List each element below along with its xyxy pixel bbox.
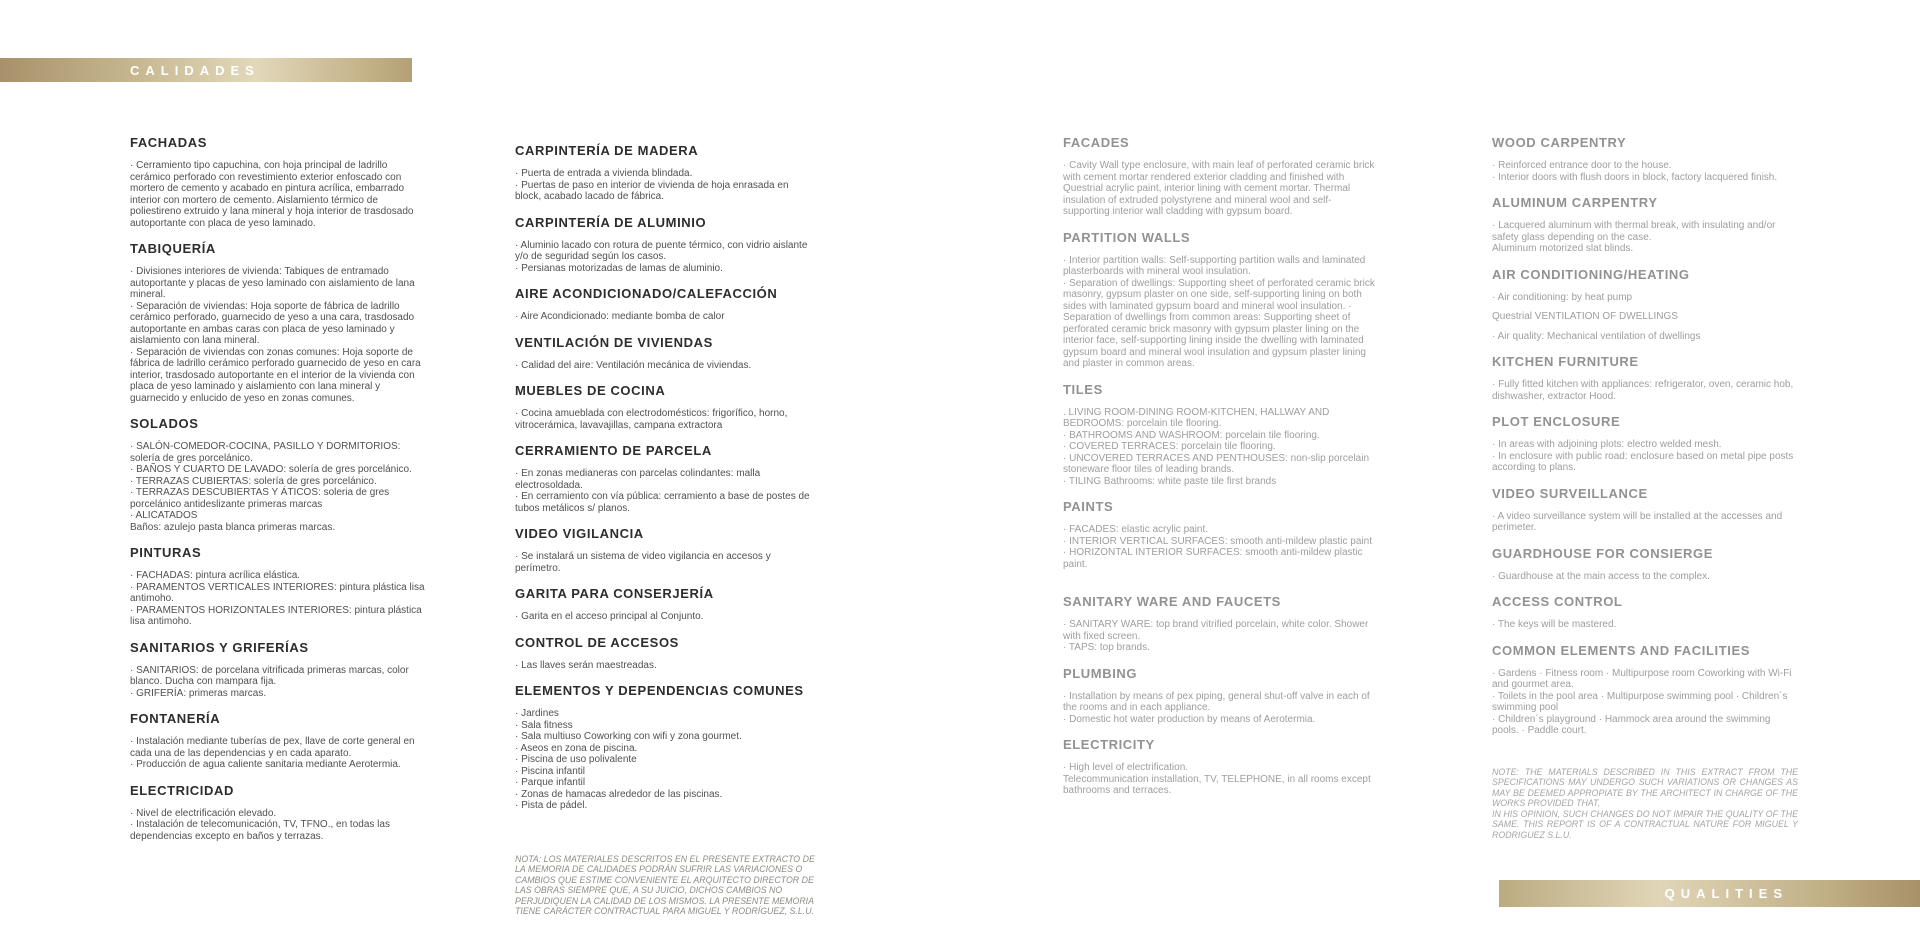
qualities-banner-label: QUALITIES	[1664, 886, 1788, 901]
section-heading: PAINTS	[1063, 499, 1114, 514]
spec-item: · Zonas de hamacas alrededor de las piscinas.	[515, 788, 723, 800]
spec-section	[515, 143, 815, 203]
section-heading: TILES	[1063, 381, 1103, 397]
spec-item: · Toilets in the pool area · Multipurpose swimming pool · Children´s swimming pool	[1492, 690, 1788, 713]
spec-section	[1063, 230, 1375, 370]
spec-section	[515, 383, 815, 431]
spec-item: · High level of electrification.	[1063, 762, 1189, 773]
spec-item: · Cerramiento tipo capuchina, con hoja principal de ladrillo cerámico perforado con revestimiento exterior enfoscado con mortero de cemento y acabado en pintura acrílica, embarrado interior con mortero de cemento. Aislamiento térmico de poliestireno extruido y lana mineral y hoja interior de trasdosado autoportante con placa de yeso laminado.	[130, 160, 414, 229]
spec-section	[515, 586, 815, 623]
spec-item: · Instalación mediante tuberías de pex, llave de corte general en cada una de las dependencias y en cada aparato.	[130, 736, 415, 759]
spec-item: · Separación de viviendas con zonas comunes: Hoja soporte de fábrica de ladrillo cerámico perforado guarnecido de yeso en cara interior, trasdosado autoportante en el interior de la vivienda con placa de yeso laminado y aislamiento con lana mineral y guarnecido y enlucido de yeso en zonas comunes.	[130, 346, 421, 404]
spec-section	[130, 640, 428, 700]
spec-item: · En cerramiento con vía pública: cerramiento a base de postes de tubos metálicos s/ planos.	[515, 491, 810, 514]
spec-item: · Las llaves serán maestreadas.	[515, 659, 657, 671]
spec-item: · PARAMENTOS VERTICALES INTERIORES: pintura plástica lisa antimoho.	[130, 581, 425, 604]
spec-item: · COVERED TERRACES: porcelain tile flooring.	[1063, 441, 1276, 452]
spec-section	[130, 711, 428, 771]
spec-item: · Air conditioning: by heat pump	[1492, 291, 1633, 303]
spec-section	[515, 526, 815, 574]
spec-item: · INTERIOR VERTICAL SURFACES: smooth anti-mildew plastic paint	[1063, 535, 1372, 547]
spec-item: · Aseos en zona de piscina.	[515, 742, 638, 754]
section-heading: FONTANERÍA	[130, 711, 221, 726]
spec-item: · Cocina amueblada con electrodomésticos: frigorífico, horno, vitrocerámica, lavavajillas, campana extractora	[515, 408, 788, 431]
spec-item: · Air quality: Mechanical ventilation of dwellings	[1492, 330, 1701, 342]
spec-item: · Lacquered aluminum with thermal break, with insulating and/or safety glass depending on the case.	[1492, 220, 1776, 243]
legal-note	[515, 854, 815, 918]
column-english-1	[1063, 135, 1375, 797]
spec-item: · UNCOVERED TERRACES AND PENTHOUSES: non-slip porcelain stoneware floor tiles of leading brands.	[1063, 452, 1370, 475]
spec-item: · In areas with adjoining plots: electro welded mesh.	[1492, 439, 1722, 450]
spec-section	[1492, 135, 1798, 183]
spec-item: · Installation by means of pex piping, general shut-off valve in each of the rooms and in each appliance.	[1063, 690, 1370, 713]
section-heading: GUARDHOUSE FOR CONSIERGE	[1492, 545, 1713, 561]
spec-item: Baños: azulejo pasta blanca primeras marcas.	[130, 521, 336, 533]
spec-item: · ALICATADOS	[130, 510, 198, 521]
spec-section	[515, 635, 815, 672]
legal-note	[1492, 767, 1798, 841]
spec-item: · Persianas motorizadas de lamas de aluminio.	[515, 262, 723, 274]
spec-section	[130, 545, 428, 628]
section-heading: VIDEO SURVEILLANCE	[1492, 485, 1648, 501]
spec-item: · Aluminio lacado con rotura de puente térmico, con vidrio aislante y/o de seguridad según los casos.	[515, 239, 808, 262]
spec-item: · Domestic hot water production by means of Aerotermia.	[1063, 713, 1316, 725]
spec-section	[515, 286, 815, 323]
calidades-banner	[0, 58, 412, 82]
section-heading: ALUMINUM CARPENTRY	[1492, 195, 1658, 210]
spec-section	[130, 241, 428, 404]
calidades-banner-label: CALIDADES	[130, 62, 260, 78]
section-heading: ELECTRICIDAD	[130, 782, 234, 798]
spec-item: · Sala multiuso Coworking con wifi y zona gourmet.	[515, 731, 742, 742]
section-heading: SANITARY WARE AND FAUCETS	[1063, 594, 1281, 609]
section-heading: CARPINTERÍA DE ALUMINIO	[515, 214, 707, 230]
spec-item: · TERRAZAS DESCUBIERTAS Y ÁTICOS: soleria de gres porcelánico antideslizante primeras marcas	[130, 487, 390, 510]
spec-section	[515, 683, 815, 812]
spec-item: · Producción de agua caliente sanitaria mediante Aerotermia.	[130, 759, 401, 770]
spec-section	[515, 443, 815, 514]
section-heading: PARTITION WALLS	[1063, 229, 1191, 245]
spec-item: · SANITARY WARE: top brand vitrified porcelain, white color. Shower with fixed screen.	[1063, 619, 1369, 642]
spec-item: · Puertas de paso en interior de vivienda de hoja enrasada en block, acabado lacado de fábrica.	[515, 179, 789, 202]
spec-section	[130, 416, 428, 533]
spec-item: · TILING Bathrooms: white paste tile first brands	[1063, 475, 1277, 487]
section-heading: SOLADOS	[130, 416, 199, 431]
spec-section	[1492, 267, 1798, 343]
spec-item: · HORIZONTAL INTERIOR SURFACES: smooth anti-mildew plastic paint.	[1063, 547, 1363, 570]
spec-item: · FACADES: elastic acrylic paint.	[1063, 524, 1209, 535]
section-heading: AIRE ACONDICIONADO/CALEFACCIÓN	[515, 286, 778, 301]
column-spanish-1	[130, 135, 428, 842]
spec-section	[1063, 499, 1375, 570]
spec-item: · TERRAZAS CUBIERTAS: solería de gres porcelánico.	[130, 475, 377, 487]
section-heading: TABIQUERÍA	[130, 241, 216, 256]
spec-item: . LIVING ROOM-DINING ROOM-KITCHEN, HALLWAY AND BEDROOMS: porcelain tile flooring.	[1063, 406, 1330, 429]
spec-section	[1492, 546, 1798, 583]
spec-section	[515, 215, 815, 275]
spec-section	[1063, 666, 1375, 726]
spec-item: · Interior partition walls: Self-supporting partition walls and laminated plasterboards with mineral wool insulation.	[1063, 254, 1366, 277]
section-heading: FACADES	[1063, 135, 1130, 150]
spec-item: · Divisiones interiores de vivienda: Tabiques de entramado autoportante y placas de yeso laminado con aislamiento de lana mineral.	[130, 266, 415, 300]
spec-item: · GRIFERÍA: primeras marcas.	[130, 687, 267, 699]
spec-section	[1492, 195, 1798, 255]
spec-item: · Sala fitness	[515, 719, 573, 731]
spec-item: · The keys will be mastered.	[1492, 619, 1617, 630]
spec-section	[1063, 594, 1375, 654]
legal-note-text: NOTA: LOS MATERIALES DESCRITOS EN EL PRESENTE EXTRACTO DE LA MEMORIA DE CALIDADES PODRÁN SUFRIR LAS VARIACIONES O CAMBIOS QUE ESTIME CONVENIENTE EL ARQUITECTO DIRECTOR DE LAS OBRAS SIEMPRE QUE, A SU JUICIO, DICHOS CAMBIOS NO PERJUDIQUEN LA CALIDAD DE LOS MISMOS. LA PRESENTE MEMORIA TIENE CARÁCTER CONTRACTUAL PARA MIGUEL Y RODRÍGUEZ, S.L.U.	[515, 853, 815, 917]
spec-item: · Pista de pádel.	[515, 800, 588, 811]
spec-item: · Separation of dwellings: Supporting sheet of perforated ceramic brick masonry, gypsum plaster on one side, self-supporting lining on both sides with laminated gypsum board and mineral wool insulation. · Separation of dwellings from common areas: Supporting sheet of perforated ceramic brick masonry with gypsum plaster lining on the interior face, self-supporting lining inside the dwelling with laminated gypsum board and mineral wool insulation and gypsum plaster lining and plaster in common areas.	[1063, 277, 1375, 369]
spec-section	[1063, 382, 1375, 488]
section-heading: PINTURAS	[130, 545, 202, 560]
section-heading: KITCHEN FURNITURE	[1492, 354, 1639, 369]
qualities-banner	[1499, 880, 1920, 907]
spec-item: · Parque infantil	[515, 777, 586, 788]
spec-item: · Jardines	[515, 708, 559, 719]
spec-section	[1492, 486, 1798, 534]
section-heading: CERRAMIENTO DE PARCELA	[515, 443, 712, 458]
spec-item: · En zonas medianeras con parcelas colindantes: malla electrosoldada.	[515, 468, 761, 491]
spec-item: · PARAMENTOS HORIZONTALES INTERIORES: pintura plástica lisa antimoho.	[130, 604, 422, 627]
section-heading: ACCESS CONTROL	[1492, 594, 1623, 609]
spec-item: · Separación de viviendas: Hoja soporte de fábrica de ladrillo cerámico perforado, guarnecido de yeso a una cara, trasdosado autoportante en ambas caras con placa de yeso laminado y aislamiento con lana mineral.	[130, 300, 415, 346]
section-heading: ELEMENTOS Y DEPENDENCIAS COMUNES	[515, 683, 804, 698]
column-spanish-2	[515, 143, 815, 917]
section-heading: CARPINTERÍA DE MADERA	[515, 143, 699, 158]
section-heading: MUEBLES DE COCINA	[515, 383, 666, 398]
spec-item: · Piscina infantil	[515, 765, 586, 777]
spec-item: · Aire Acondicionado: mediante bomba de calor	[515, 311, 725, 322]
spec-section	[1492, 414, 1798, 474]
spec-item: · Fully fitted kitchen with appliances: refrigerator, oven, ceramic hob, dishwasher, extractor Hood.	[1492, 379, 1794, 402]
section-heading: VENTILACIÓN DE VIVIENDAS	[515, 334, 713, 350]
spec-item: · BATHROOMS AND WASHROOM: porcelain tile flooring.	[1063, 429, 1320, 441]
legal-note-text: IN HIS OPINION, SUCH CHANGES DO NOT IMPAIR THE QUALITY OF THE SAME. THIS REPORT IS OF A CONTRACTUAL NATURE FOR MIGUEL Y RODRIGUEZ S.L.U.	[1492, 808, 1798, 841]
section-heading: PLOT ENCLOSURE	[1492, 414, 1621, 429]
spec-item: · SALÓN-COMEDOR-COCINA, PASILLO Y DORMITORIOS: solería de gres porcelánico.	[130, 441, 401, 464]
spec-section	[130, 783, 428, 843]
spec-item: · A video surveillance system will be installed at the accesses and perimeter.	[1492, 510, 1783, 533]
spec-section	[130, 135, 428, 229]
spec-section	[515, 335, 815, 372]
section-heading: SANITARIOS Y GRIFERÍAS	[130, 639, 309, 655]
section-heading: GARITA PARA CONSERJERÍA	[515, 586, 714, 601]
spec-item: · Reinforced entrance door to the house.	[1492, 160, 1672, 171]
spec-item: · FACHADAS: pintura acrílica elástica.	[130, 570, 301, 581]
spec-item: Aluminum motorized slat blinds.	[1492, 243, 1634, 254]
spec-item: · Se instalará un sistema de video vigilancia en accesos y perímetro.	[515, 551, 771, 574]
spec-section	[1492, 594, 1798, 631]
spec-item: · Guardhouse at the main access to the complex.	[1492, 570, 1710, 582]
section-heading: COMMON ELEMENTS AND FACILITIES	[1492, 642, 1751, 658]
spec-item: · Calidad del aire: Ventilación mecánica de viviendas.	[515, 359, 752, 371]
spec-item: · Cavity Wall type enclosure, with main leaf of perforated ceramic brick with cement mortar rendered exterior cladding and finished with Questrial acrylic paint, interior lining with cement mortar. Thermal insulation of extruded polystyrene and mineral wool and self-supporting interior wall cladding with gypsum board.	[1063, 160, 1375, 217]
column-english-2	[1492, 135, 1798, 841]
spec-item: Telecommunication installation, TV, TELEPHONE, in all rooms except bathrooms and terraces.	[1063, 773, 1371, 796]
spec-section	[1492, 354, 1798, 402]
legal-note-text: NOTE: THE MATERIALS DESCRIBED IN THIS EXTRACT FROM THE SPECIFICATIONS MAY UNDERGO SUCH VARIATIONS OR CHANGES AS MAY BE DEEMED APPROPIATE BY THE ARCHITECT IN CHARGE OF THE WORKS PROVIDED THAT,	[1492, 766, 1798, 809]
spec-item: · Children´s playground · Hammock area around the swimming pools. · Paddle court.	[1492, 713, 1771, 736]
spec-item: · BAÑOS Y CUARTO DE LAVADO: solería de gres porcelánico.	[130, 464, 412, 475]
spec-item: · TAPS: top brands.	[1063, 642, 1150, 653]
spec-item: · Piscina de uso polivalente	[515, 754, 637, 765]
spec-section	[1492, 643, 1798, 737]
section-heading: ELECTRICITY	[1063, 737, 1155, 752]
section-heading: VIDEO VIGILANCIA	[515, 526, 644, 541]
spec-item: · Instalación de telecomunicación, TV, TFNO., en todas las dependencias excepto en baños y terrazas.	[130, 819, 390, 842]
spec-item: · Garita en el acceso principal al Conjunto.	[515, 611, 704, 622]
spec-item: · SANITARIOS: de porcelana vitrificada primeras marcas, color blanco. Ducha con mampara fija.	[130, 664, 409, 687]
spec-section	[1063, 135, 1375, 218]
section-heading: CONTROL DE ACCESOS	[515, 634, 679, 650]
spec-item: · Nivel de electrificación elevado.	[130, 807, 277, 819]
section-heading: WOOD CARPENTRY	[1492, 135, 1627, 150]
spec-item: · Puerta de entrada a vivienda blindada.	[515, 168, 693, 179]
section-heading: FACHADAS	[130, 135, 208, 150]
spec-item: · In enclosure with public road: enclosure based on metal pipe posts according to plans.	[1492, 450, 1794, 473]
spec-item: Questrial VENTILATION OF DWELLINGS	[1492, 311, 1678, 322]
spec-item: · Gardens · Fitness room · Multipurpose room Coworking with Wi-Fi and gourmet area.	[1492, 667, 1792, 690]
spec-section	[1063, 737, 1375, 797]
section-heading: AIR CONDITIONING/HEATING	[1492, 266, 1690, 282]
section-heading: PLUMBING	[1063, 665, 1138, 681]
spec-item: · Interior doors with flush doors in block, factory lacquered finish.	[1492, 171, 1778, 183]
